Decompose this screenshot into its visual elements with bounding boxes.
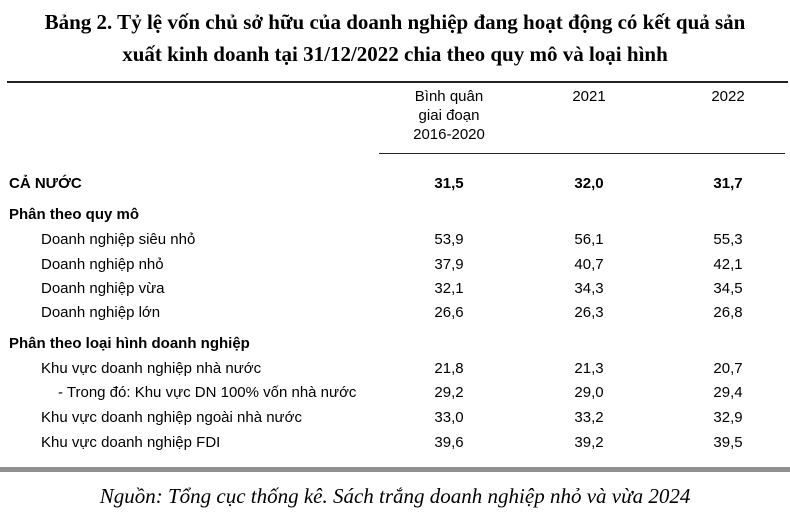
table-row bbox=[0, 358, 790, 380]
row-label: Doanh nghiệp siêu nhỏ bbox=[41, 231, 196, 248]
cell-2022: 20,7 bbox=[713, 360, 743, 377]
column-header-line: 2022 bbox=[711, 88, 745, 105]
cell-2022: 31,7 bbox=[713, 175, 743, 192]
group-header-by-type bbox=[0, 333, 790, 355]
table-bottom-rule bbox=[0, 467, 790, 472]
table-title-line-1: Bảng 2. Tỷ lệ vốn chủ sở hữu của doanh nghiệp đang hoạt động có kết quả sản bbox=[44, 10, 746, 34]
table-top-rule bbox=[7, 81, 788, 83]
row-label: Khu vực doanh nghiệp FDI bbox=[41, 434, 221, 451]
group-header-by-size bbox=[0, 204, 790, 226]
cell-average: 32,1 bbox=[434, 280, 464, 297]
cell-2021: 40,7 bbox=[574, 256, 604, 273]
cell-2022: 42,1 bbox=[713, 256, 743, 273]
cell-2021: 56,1 bbox=[574, 231, 604, 248]
cell-average: 21,8 bbox=[434, 360, 464, 377]
header-underline bbox=[379, 153, 785, 154]
row-label: Doanh nghiệp vừa bbox=[41, 280, 165, 297]
cell-average: 39,6 bbox=[434, 434, 464, 451]
cell-average: 53,9 bbox=[434, 231, 464, 248]
table-title bbox=[0, 6, 790, 70]
source-note: Nguồn: Tổng cục thống kê. Sách trắng doanh nghiệp nhỏ và vừa 2024 bbox=[99, 484, 691, 508]
table-row bbox=[0, 254, 790, 276]
row-label: - Trong đó: Khu vực DN 100% vốn nhà nước bbox=[58, 384, 357, 401]
cell-2021: 34,3 bbox=[574, 280, 604, 297]
column-header-2021 bbox=[549, 87, 629, 106]
table-row bbox=[0, 432, 790, 454]
row-label: Khu vực doanh nghiệp ngoài nhà nước bbox=[41, 409, 302, 426]
table-row bbox=[0, 229, 790, 251]
cell-2022: 55,3 bbox=[713, 231, 743, 248]
cell-2022: 26,8 bbox=[713, 304, 743, 321]
group-label: Phân theo quy mô bbox=[9, 206, 140, 223]
cell-2022: 34,5 bbox=[713, 280, 743, 297]
column-header-line: 2021 bbox=[572, 88, 606, 105]
cell-average: 31,5 bbox=[434, 175, 464, 192]
cell-average: 37,9 bbox=[434, 256, 464, 273]
column-header-line: giai đoạn bbox=[418, 107, 480, 124]
table-title-line-2: xuất kinh doanh tại 31/12/2022 chia theo quy mô và loại hình bbox=[122, 42, 668, 66]
table-row-ca-nuoc bbox=[0, 173, 790, 195]
cell-2021: 29,0 bbox=[574, 384, 604, 401]
cell-average: 33,0 bbox=[434, 409, 464, 426]
cell-2022: 32,9 bbox=[713, 409, 743, 426]
cell-2022: 29,4 bbox=[713, 384, 743, 401]
column-header-line: 2016-2020 bbox=[413, 126, 485, 143]
table-row bbox=[0, 278, 790, 300]
cell-2021: 21,3 bbox=[574, 360, 604, 377]
row-label: Doanh nghiệp nhỏ bbox=[41, 256, 164, 273]
cell-2021: 26,3 bbox=[574, 304, 604, 321]
group-label: Phân theo loại hình doanh nghiệp bbox=[9, 335, 250, 352]
cell-2021: 32,0 bbox=[574, 175, 604, 192]
cell-2022: 39,5 bbox=[713, 434, 743, 451]
cell-2021: 33,2 bbox=[574, 409, 604, 426]
cell-2021: 39,2 bbox=[574, 434, 604, 451]
table-row bbox=[0, 407, 790, 429]
column-header-line: Bình quân bbox=[414, 88, 484, 105]
table-row bbox=[0, 302, 790, 324]
column-header-2022 bbox=[688, 87, 768, 106]
row-label: CẢ NƯỚC bbox=[9, 175, 82, 192]
table-row bbox=[0, 382, 790, 404]
row-label: Khu vực doanh nghiệp nhà nước bbox=[41, 360, 262, 377]
cell-average: 29,2 bbox=[434, 384, 464, 401]
row-label: Doanh nghiệp lớn bbox=[41, 304, 161, 321]
cell-average: 26,6 bbox=[434, 304, 464, 321]
column-header-average-2016-2020 bbox=[389, 87, 509, 144]
